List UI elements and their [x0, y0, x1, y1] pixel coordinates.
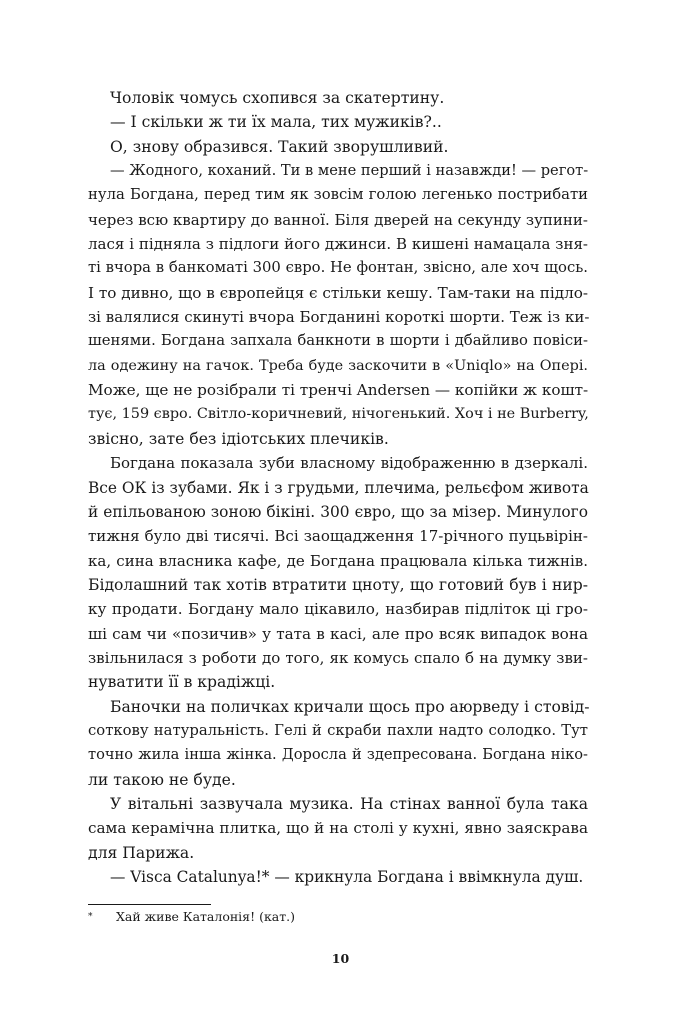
text-line: ші сам чи «позичив» у тата в касі, але про всяк випадок вона [88, 624, 588, 643]
text-line: Може, ще не розібрали ті тренчі Andersen — копійки ж кошт- [88, 381, 589, 400]
text-line: зі валялися скинуті вчора Богданині короткі шорти. Теж із ки- [88, 308, 590, 327]
text-line: точно жила інша жінка. Доросла й здепресована. Богдана ніко- [88, 746, 588, 764]
text-line: — Жодного, коханий. Ти в мене перший і назавжди! — регот- [110, 162, 589, 180]
footnote-text: Хай живе Каталонія! (кат.) [116, 909, 295, 924]
text-line: соткову натуральність. Гелі й скраби пахли надто солодко. Тут [88, 721, 588, 739]
body-text [88, 86, 588, 889]
footnote-divider [88, 904, 211, 905]
text-line: О, знову образився. Такий зворушливий. [110, 137, 449, 156]
text-line: ті вчора в банкоматі 300 євро. Не фонтан, звісно, але хоч щось. [88, 259, 588, 277]
text-line: й епільованою зоною бікіні. 300 євро, що за мізер. Минулого [88, 502, 588, 521]
text-line: сама керамічна плитка, що й на столі у кухні, явно заяскрава [88, 819, 588, 838]
text-line: тижня було дві тисячі. Всі заощадження 17-річного пуцьвірін- [88, 527, 588, 546]
text-line: ка, сина власника кафе, де Богдана працювала кілька тижнів. [88, 551, 588, 570]
text-line: нуватити її в крадіжці. [88, 673, 276, 692]
text-line: ла одежину на гачок. Треба буде заскочити в «Uniqlo» на Опері. [88, 357, 588, 374]
text-line: — І скільки ж ти їх мала, тих мужиків?.. [110, 113, 442, 132]
text-line: тує, 159 євро. Світло-коричневий, нічогенький. Хоч і не Burberry, [88, 406, 589, 423]
page-number: 10 [331, 951, 350, 966]
text-line: ку продати. Богдану мало цікавило, назбирав підліток ці гро- [88, 600, 588, 619]
text-line: — Visca Catalunya!* — крикнула Богдана і ввімкнула душ. [110, 868, 584, 886]
text-line: звісно, зате без ідіотських плечиків. [88, 429, 389, 448]
text-line: ли такою не буде. [88, 770, 236, 789]
text-line: Богдана показала зуби власному відображенню в дзеркалі. [110, 454, 588, 473]
footnote-mark: * [88, 912, 93, 922]
text-line: У вітальні зазвучала музика. На стінах ванної була така [110, 794, 588, 813]
text-line: І то дивно, що в європейця є стільки кешу. Там-таки на підло- [88, 283, 588, 302]
text-line: шенями. Богдана запхала банкноти в шорти і дбайливо повіси- [88, 332, 588, 350]
footnote [88, 908, 588, 926]
text-line: звільнилася з роботи до того, як комусь спало б на думку зви- [88, 648, 588, 667]
text-line: нула Богдана, перед тим як зовсім голою легенько пострибати [88, 186, 588, 204]
text-line: Чоловік чомусь схопився за скатертину. [110, 89, 445, 107]
text-line: лася і підняла з підлоги його джинси. В кишені намацала зня- [88, 235, 588, 254]
text-line: для Парижа. [88, 843, 195, 862]
text-line: Баночки на поличках кричали щось про аюрведу і стовід- [110, 697, 590, 716]
text-line: Все ОК із зубами. Як і з грудьми, плечима, рельєфом живота [88, 478, 589, 497]
text-line: через всю квартиру до ванної. Біля дверей на секунду зупини- [88, 210, 588, 229]
text-line: Бідолашний так хотів втратити цноту, що готовий був і нир- [88, 575, 588, 594]
